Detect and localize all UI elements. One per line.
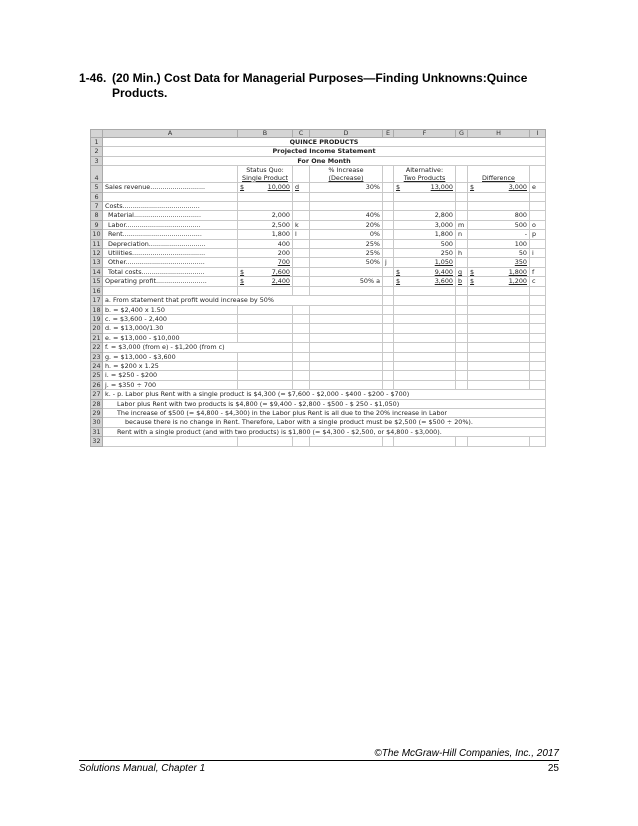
row-label: Material................................. bbox=[103, 211, 238, 220]
note-text: d. = $13,000/1.30 bbox=[103, 324, 238, 333]
note-row bbox=[91, 333, 546, 342]
table-row: 12 Utilities.................................... 200 25% 250 h 50 i bbox=[91, 249, 546, 258]
note-text: f. = $3,000 (from e) - $1,200 (from c) bbox=[103, 343, 293, 352]
table-row bbox=[91, 437, 546, 446]
row-number: 18 bbox=[92, 305, 101, 314]
row-number: 19 bbox=[92, 314, 101, 323]
problem-title-continued: Products. bbox=[112, 86, 168, 100]
problem-title: (20 Min.) Cost Data for Managerial Purposes—Finding Unknowns:Quince bbox=[112, 71, 528, 85]
note-text: e. = $13,000 - $10,000 bbox=[103, 333, 238, 342]
corner-cell bbox=[91, 130, 103, 138]
row-label: Operating profit......................... bbox=[103, 277, 238, 286]
note-row bbox=[91, 324, 546, 333]
note-row bbox=[91, 418, 546, 427]
table-row bbox=[91, 202, 546, 211]
percent-change-header: % Increase (Decrease) bbox=[310, 166, 383, 183]
statement-title: Projected Income Statement bbox=[103, 147, 546, 156]
note-text: h. = $200 x 1.25 bbox=[103, 361, 238, 370]
row-number: 6 bbox=[91, 192, 103, 201]
note-row bbox=[91, 399, 546, 408]
row-number: 13 bbox=[92, 258, 101, 267]
row-label: Costs...................................... bbox=[103, 202, 238, 211]
row-number: 30 bbox=[92, 418, 101, 427]
note-row bbox=[91, 296, 546, 305]
row-number: 25 bbox=[92, 371, 101, 380]
table-row: 15 Operating profit......................... $ 2,400 50% a $ 3,600 b $ 1,200 c bbox=[91, 277, 546, 286]
row-label: Total costs............................... bbox=[103, 267, 238, 276]
table-row: 13 Other....................................... 700 50% j 1,050 350 bbox=[91, 258, 546, 267]
column-header: B bbox=[238, 130, 293, 138]
row-number: 24 bbox=[92, 361, 101, 370]
income-statement-table bbox=[90, 129, 546, 447]
row-number: 1 bbox=[91, 138, 103, 147]
note-row bbox=[91, 390, 546, 399]
row-number: 29 bbox=[92, 408, 101, 417]
row-number: 5 bbox=[91, 183, 103, 192]
row-label: Depreciation............................ bbox=[103, 239, 238, 248]
note-text: b. = $2,400 x 1.50 bbox=[103, 305, 238, 314]
row-number: 14 bbox=[92, 267, 101, 276]
note-text: c. = $3,600 - 2,400 bbox=[103, 314, 238, 323]
alternative-header: Alternative: Two Products bbox=[394, 166, 456, 183]
row-number: 28 bbox=[92, 399, 101, 408]
column-header: A bbox=[103, 130, 238, 138]
problem-number: 1-46. bbox=[79, 71, 107, 85]
note-text: g. = $13,000 - $3,600 bbox=[103, 352, 238, 361]
row-number: 27 bbox=[92, 390, 101, 399]
note-text: a. From statement that profit would increase by 50% bbox=[103, 296, 383, 305]
column-header: D bbox=[310, 130, 383, 138]
column-header: E bbox=[383, 130, 394, 138]
table-row: 10 Rent....................................... 1,800 l 0% 1,800 n - p bbox=[91, 230, 546, 239]
note-row bbox=[91, 343, 546, 352]
note-row bbox=[91, 427, 546, 436]
table-row bbox=[91, 166, 546, 183]
row-number: 20 bbox=[92, 324, 101, 333]
row-number: 23 bbox=[92, 352, 101, 361]
row-number: 4 bbox=[91, 166, 103, 183]
note-row bbox=[91, 314, 546, 323]
note-row bbox=[91, 305, 546, 314]
spreadsheet-image bbox=[90, 129, 545, 447]
note-row bbox=[91, 380, 546, 389]
table-row bbox=[91, 192, 546, 201]
row-number: 2 bbox=[91, 147, 103, 156]
note-text: The increase of $500 (= $4,800 - $4,300) in the Labor plus Rent is all due to the 20% increase in Labor bbox=[103, 408, 546, 417]
table-row: 9 Labor..................................... 2,500 k 20% 3,000 m 500 o bbox=[91, 220, 546, 229]
column-header: C bbox=[293, 130, 310, 138]
row-number: 3 bbox=[91, 156, 103, 165]
row-label: Utilities.................................... bbox=[103, 249, 238, 258]
table-row bbox=[91, 138, 546, 147]
column-header: H bbox=[468, 130, 530, 138]
row-number: 8 bbox=[91, 211, 103, 220]
row-label: Sales revenue........................... bbox=[103, 183, 238, 192]
note-row bbox=[91, 352, 546, 361]
table-row: 11 Depreciation............................ 400 25% 500 100 bbox=[91, 239, 546, 248]
company-title: QUINCE PRODUCTS bbox=[103, 138, 546, 147]
footer-divider bbox=[79, 760, 559, 761]
row-label: Labor..................................... bbox=[103, 220, 238, 229]
column-header: F bbox=[394, 130, 456, 138]
difference-header: Difference bbox=[468, 166, 530, 183]
row-number: 26 bbox=[92, 380, 101, 389]
note-text: Rent with a single product (and with two products) is $1,800 (= $4,300 - $2,500, or $4,800 - $3,000). bbox=[103, 427, 546, 436]
problem-heading bbox=[79, 71, 559, 101]
note-text: because there is no change in Rent. Therefore, Labor with a single product must be $2,500 (= $500 ÷ 20%). bbox=[103, 418, 546, 427]
note-text: Labor plus Rent with two products is $4,800 (= $9,400 - $2,800 - $500 - $ 250 - $1,050) bbox=[103, 399, 546, 408]
table-row: 14 Total costs............................... $ 7,600 $ 9,400 g $ 1,800 f bbox=[91, 267, 546, 276]
note-text: i. = $250 - $200 bbox=[103, 371, 238, 380]
page-number: 25 bbox=[547, 763, 559, 774]
column-header-row bbox=[91, 130, 546, 138]
note-row bbox=[91, 371, 546, 380]
row-number: 32 bbox=[92, 437, 101, 446]
row-number: 15 bbox=[92, 277, 101, 286]
column-header: G bbox=[456, 130, 468, 138]
table-row bbox=[91, 156, 546, 165]
table-row bbox=[91, 286, 546, 295]
table-row: 5 Sales revenue........................... $ 10,000 d 30% $ 13,000 $ 3,000 e bbox=[91, 183, 546, 192]
note-row bbox=[91, 408, 546, 417]
note-text: k. - p. Labor plus Rent with a single product is $4,300 (= $7,600 - $2,000 - $400 - $200 - $700) bbox=[103, 390, 546, 399]
note-row bbox=[91, 361, 546, 370]
table-row: 8 Material................................. 2,000 40% 2,800 800 bbox=[91, 211, 546, 220]
row-label: Rent....................................... bbox=[103, 230, 238, 239]
row-number: 10 bbox=[92, 230, 101, 239]
row-number: 16 bbox=[92, 286, 101, 295]
period-title: For One Month bbox=[103, 156, 546, 165]
row-number: 12 bbox=[92, 249, 101, 258]
note-text: j. = $350 ÷ 700 bbox=[103, 380, 238, 389]
row-number: 21 bbox=[92, 333, 101, 342]
copyright-notice: ©The McGraw-Hill Companies, Inc., 2017 bbox=[374, 748, 559, 759]
row-number: 11 bbox=[92, 239, 101, 248]
row-number: 7 bbox=[91, 202, 103, 211]
row-number: 17 bbox=[92, 296, 101, 305]
row-number: 22 bbox=[92, 343, 101, 352]
footer-source: Solutions Manual, Chapter 1 bbox=[79, 763, 206, 774]
column-header: I bbox=[530, 130, 546, 138]
table-row bbox=[91, 147, 546, 156]
row-number: 31 bbox=[92, 427, 101, 436]
row-number: 9 bbox=[91, 220, 103, 229]
status-quo-header: Status Quo: Single Product bbox=[238, 166, 293, 183]
row-label: Other....................................... bbox=[103, 258, 238, 267]
